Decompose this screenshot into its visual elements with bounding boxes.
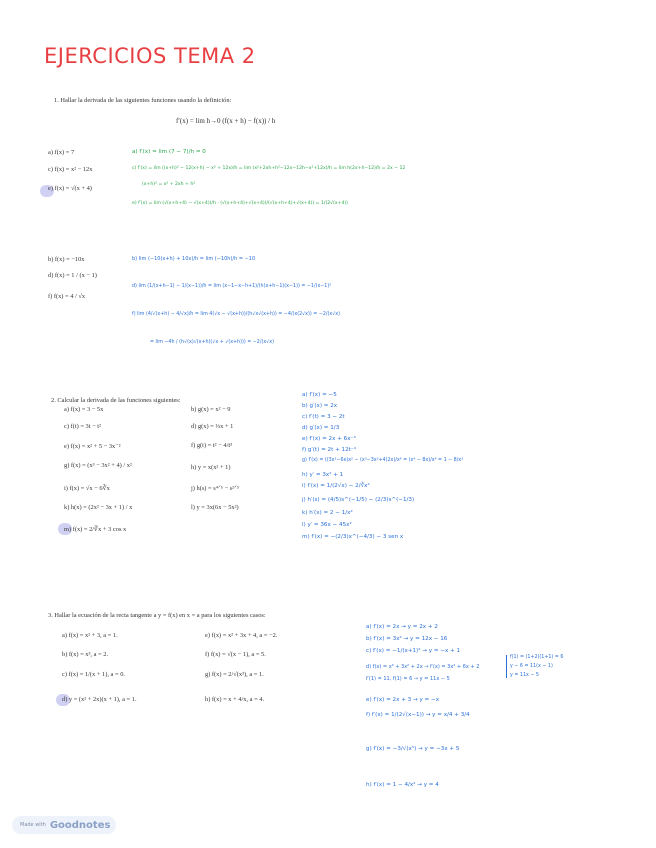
exercise-1-item: d) f(x) = 1 / (x − 1): [48, 272, 97, 279]
exercise-3-item: h) f(x) = x + 4/x, a = 4.: [205, 696, 265, 703]
exercise-3-item: a) f(x) = x² + 3, a = 1.: [62, 632, 118, 639]
exercise-2-item: h) y = x(x² + 1): [191, 464, 231, 471]
exercise-3-item: f) f(x) = √(x − 1), a = 5.: [205, 651, 266, 658]
handwritten-answer: c) f′(t) = 3 − 2t: [302, 414, 345, 420]
handwritten-answer: c) f′(x) = −1/(x+1)² → y = −x + 1: [366, 648, 461, 654]
handwritten-answer: = lim −4h / (h√(x)√(x+h)(√x + √(x+h))) = −2/(x√x): [150, 340, 274, 345]
exercise-3-prompt: 3. Hallar la ecuación de la recta tangente a y = f(x) en x = a para los siguientes casos:: [48, 612, 266, 619]
side-note-line: y − 6 = 11(x − 1): [510, 664, 553, 669]
handwritten-answer: f) f′(x) = 1/(2√(x−1)) → y = x/4 + 3/4: [366, 712, 470, 718]
exercise-2-item: d) g(x) = ⅓x + 1: [191, 423, 234, 430]
exercise-3-item: c) f(x) = 1/(x + 1), a = 0.: [62, 671, 125, 678]
handwritten-answer: h) f′(x) = 1 − 4/x² → y = 4: [366, 782, 439, 788]
exercise-2-item: c) f(t) = 3t − t²: [64, 423, 101, 430]
handwritten-answer: i) f′(x) = 1/(2√x) − 2/∛x²: [302, 483, 370, 489]
exercise-1-item: a) f(x) = 7: [48, 149, 75, 156]
exercise-1-item: b) f(x) = −10x: [48, 256, 85, 263]
handwritten-answer: g) f′(x) = −3/√(x⁵) → y = −3x + 5: [366, 746, 460, 752]
handwritten-answer: c) f′(x) = lim ((x+h)² − 12(x+h) − x² + 12x)/h = lim (x²+2xh+h²−12x−12h−x²+12x)/h = lim h(2x+h−12)/h = 2x − 12: [132, 166, 406, 171]
handwritten-answer: f′(1) = 11, f(1) = 6 → y = 11x − 5: [366, 676, 450, 682]
handwritten-answer: b) g′(x) = 2x: [302, 403, 338, 409]
handwritten-answer: e) f′(x) = 2x + 6x⁻³: [302, 436, 356, 442]
exercise-2-item: i) f(x) = √x − 6∛x: [64, 485, 110, 492]
badge-brand: Goodnotes: [49, 819, 111, 831]
side-note-line: f(1) = (1+2)(1+1) = 6: [510, 655, 564, 660]
exercise-2-item: a) f(x) = 3 − 5x: [64, 406, 104, 413]
handwritten-answer: (x+h)² = x² + 2xh + h²: [142, 182, 196, 187]
handwritten-answer: m) f′(x) = −(2/3)x^(−4/3) − 3 sen x: [302, 534, 404, 540]
exercise-1-item: f) f(x) = 4 / √x: [48, 293, 86, 300]
exercise-2-item: e) f(x) = x² + 5 − 3x⁻²: [64, 443, 121, 450]
exercise-1-item: c) f(x) = x² − 12x: [48, 166, 93, 173]
exercise-2-item: b) g(x) = x² − 9: [191, 406, 231, 413]
exercise-3-item: d) y = (x² + 2x)(x + 1), a = 1.: [62, 696, 137, 703]
handwritten-answer: b) f′(x) = 3x² → y = 12x − 16: [366, 636, 448, 642]
handwritten-answer: h) y′ = 3x² + 1: [302, 472, 344, 478]
handwritten-answer: g) f′(x) = ((3x²−6x)x² − (x³−3x²+4)2x)/x⁴ = (x⁴ − 8x)/x⁴ = 1 − 8/x³: [302, 458, 464, 463]
handwritten-answer: b) lim (−10(x+h) + 10x)/h = lim (−10h)/h = −10: [132, 256, 256, 262]
goodnotes-badge: [12, 816, 116, 834]
handwritten-answer: e) f′(x) = 2x + 3 → y = −x: [366, 697, 440, 703]
handwritten-side-note: [506, 655, 563, 678]
handwritten-answer: l) y′ = 36x − 45x²: [302, 522, 352, 528]
exercise-1-item: e) f(x) = √(x + 4): [48, 185, 92, 192]
handwritten-answer: j) h′(s) = (4/5)s^(−1/5) − (2/3)s^(−1/3): [302, 497, 415, 503]
derivative-definition: f′(x) = lim h→0 (f(x + h) − f(x)) / h: [176, 117, 276, 125]
exercise-2-item: k) h(x) = (2x² − 3x + 1) / x: [64, 504, 133, 511]
exercise-2-prompt: 2. Calcular la derivada de las funciones siguientes:: [51, 397, 181, 404]
exercise-2-item: f) g(t) = t² − 4/t³: [191, 442, 233, 449]
handwritten-answer: d) g′(x) = 1/3: [302, 425, 340, 431]
exercise-2-item: m) f(x) = 2/∛x + 3 cos x: [64, 526, 127, 533]
exercise-3-item: b) f(x) = x³, a = 2.: [62, 651, 109, 658]
exercise-1-prompt: 1. Hallar la derivada de las siguientes funciones usando la definición:: [54, 97, 232, 104]
page-title: EJERCICIOS TEMA 2: [44, 44, 256, 68]
handwritten-answer: a) f′(x) = lim (7 − 7)/h = 0: [132, 149, 206, 155]
handwritten-answer: d) f(x) = x³ + 3x² + 2x → f′(x) = 3x² + 6x + 2: [366, 664, 480, 670]
exercise-2-item: j) h(s) = s⁴ᐟ⁵ − s²ᐟ³: [191, 485, 239, 492]
handwritten-answer: d) lim (1/(x+h−1) − 1/(x−1))/h = lim (x−1−x−h+1)/(h(x+h−1)(x−1)) = −1/(x−1)²: [132, 284, 332, 289]
badge-made-with: Made with: [20, 822, 46, 828]
handwritten-answer: a) f′(x) = −5: [302, 392, 337, 398]
exercise-3-item: g) f(x) = 2/√(x³), a = 1.: [205, 671, 264, 678]
handwritten-answer: a) f′(x) = 2x → y = 2x + 2: [366, 624, 438, 630]
handwritten-answer: f) g′(t) = 2t + 12t⁻⁴: [302, 447, 357, 453]
exercise-3-item: e) f(x) = x² + 3x + 4, a = −2.: [205, 632, 278, 639]
handwritten-answer: f) lim (4/√(x+h) − 4/√x)/h = lim 4(√x − √(x+h))/(h√x√(x+h)) = −4/(x(2√x)) = −2/(x√x): [132, 312, 340, 317]
handwritten-answer: e) f′(x) = lim (√(x+h+4) − √(x+4))/h · (√(x+h+4)+√(x+4))/(√(x+h+4)+√(x+4)) = 1/(2√(x+4)): [132, 201, 348, 206]
side-note-line: y = 11x − 5: [510, 673, 539, 678]
handwritten-answer: k) h′(x) = 2 − 1/x²: [302, 510, 353, 516]
exercise-2-item: g) f(x) = (x³ − 3x² + 4) / x²: [64, 462, 132, 469]
exercise-2-item: l) y = 3x(6x − 5x²): [191, 504, 239, 511]
